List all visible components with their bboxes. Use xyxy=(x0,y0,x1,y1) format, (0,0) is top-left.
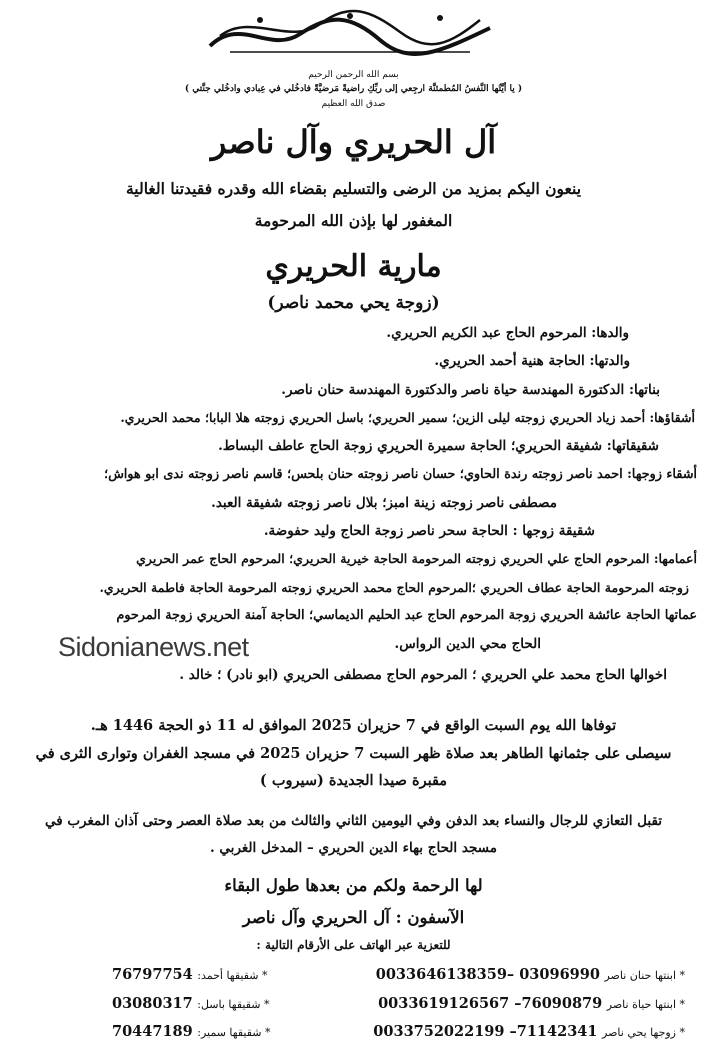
relative-aunts-1: عماتها الحاجة عائشة الحريري زوجة المرحوم الحاج عبد الحليم الديماسي؛ الحاجة آمنة الحريري زوجة المرحوم xyxy=(116,608,697,623)
relative-brothers: أشقاؤها: أحمد زياد الحريري زوجته ليلى الزين؛ سمير الحريري؛ باسل الحريري زوجته هلا البابا؛ محمد الحريري. xyxy=(120,410,695,425)
phone-number: 0033752022199 –71142341 xyxy=(373,1023,598,1040)
relative-husband-sister: شقيقة زوجها : الحاجة سحر ناصر زوجة الحاج وليد حفوضة. xyxy=(263,523,595,539)
phone-label: * شقيقها أحمد: xyxy=(197,969,268,982)
deceased-subtitle: (زوجة يحي محمد ناصر) xyxy=(267,293,440,313)
relative-aunts-2: الحاج محي الدين الرواس. xyxy=(394,636,541,652)
phone-label: * زوجها يحي ناصر xyxy=(602,1026,685,1039)
sadaqa: صدق الله العظيم xyxy=(321,99,386,109)
phone-row xyxy=(373,1023,685,1040)
relative-maternal-uncles: اخوالها الحاج محمد علي الحريري ؛ المرحوم الحاج مصطفى الحريري (ابو نادر) ؛ خالد . xyxy=(179,667,667,683)
phone-row xyxy=(376,966,685,983)
phone-label: * شقيقها باسل: xyxy=(197,998,270,1011)
mourners-line: الآسفون : آل الحريري وآل ناصر xyxy=(242,908,465,927)
death-date-line: توفاها الله يوم السبت الواقع في 7 حزيران 2025 الموافق له 11 ذو الحجة 1446 هـ. xyxy=(90,717,617,734)
relative-uncles-1: أعمامها: المرحوم الحاج علي الحريري زوجته المرحومة الحاجة خيرية الحريري؛ المرحوم الحاج عمر الحريري xyxy=(136,551,697,566)
relative-daughters: بناتها: الدكتورة المهندسة حياة ناصر والدكتورة المهندسة حنان ناصر. xyxy=(281,382,660,398)
relative-sisters: شقيقاتها: شفيقة الحريري؛ الحاجة سميرة الحريري زوجة الحاج عاطف البساط. xyxy=(218,438,659,454)
relative-husband-brothers-2: مصطفى ناصر زوجته زينة امبز؛ بلال ناصر زوجته شفيقة العبد. xyxy=(211,495,557,511)
watermark: Sidonianews.net xyxy=(58,632,249,662)
closing-line: لها الرحمة ولكم من بعدها طول البقاء xyxy=(224,876,483,895)
cemetery-line: مقبرة صيدا الجديدة (سيروب ) xyxy=(259,772,448,789)
quran-verse: ( يا أيَّتُها النَّفسُ المُطمئنَّة ارجِعي إلى ربِّكِ راضيةً مَرضيَّةً فادخُلي في عِبادي وادخُلي جنَّتي ) xyxy=(184,84,523,94)
relative-uncles-2: زوجته المرحومة الحاجة عطاف الحريري ؛المرحوم الحاج محمد الحريري زوجته المرحومة الحاجة فاطمة الحريري. xyxy=(99,580,689,595)
relative-husband-brothers-1: أشقاء زوجها: احمد ناصر زوجته رندة الحاوي؛ حسان ناصر زوجته حنان بلحس؛ قاسم ناصر زوجته ندى ابو هواش؛ xyxy=(104,467,697,482)
phone-number: 0033646138359– 03096990 xyxy=(375,966,600,983)
phones-intro: للتعزية عبر الهاتف على الأرقام التالية : xyxy=(256,938,451,952)
phone-number: 76797754 xyxy=(112,966,193,983)
phone-row xyxy=(112,995,270,1012)
phone-label: * ابنتها حنان ناصر xyxy=(604,969,685,982)
announce-line-1: ينعون اليكم بمزيد من الرضى والتسليم بقضاء الله وقدره فقيدتنا الغالية xyxy=(125,179,582,198)
prayer-line: سيصلى على جثمانها الطاهر بعد صلاة ظهر السبت 7 حزيران 2025 في مسجد الغفران وتوارى الثرى في xyxy=(35,745,672,762)
family-title: آل الحريري وآل ناصر xyxy=(210,123,497,161)
phone-number: 0033619126567 –76090879 xyxy=(378,995,603,1012)
relative-mother: والدتها: الحاجة هنية أحمد الحريري. xyxy=(434,353,630,369)
announce-line-2: المغفور لها بإذن الله المرحومة xyxy=(254,211,453,230)
phone-label: * شقيقها سمير: xyxy=(197,1026,271,1039)
phone-row xyxy=(112,1023,271,1040)
condolence-line-2: مسجد الحاج بهاء الدين الحريري – المدخل الغربي . xyxy=(210,840,497,856)
phone-number: 03080317 xyxy=(112,995,193,1012)
basmala: بسم الله الرحمن الرحيم xyxy=(308,70,399,80)
phone-row xyxy=(378,995,685,1012)
phone-number: 70447189 xyxy=(112,1023,193,1040)
phone-label: * ابنتها حياة ناصر xyxy=(606,998,685,1011)
phone-row xyxy=(112,966,268,983)
relative-father: والدها: المرحوم الحاج عبد الكريم الحريري. xyxy=(386,325,629,341)
calligraphy-header-graphic xyxy=(200,6,500,58)
condolence-line-1: تقبل التعازي للرجال والنساء بعد الدفن وفي اليومين الثاني والثالث من بعد صلاة العصر وحتى آذان المغرب في xyxy=(44,813,663,829)
deceased-name: مارية الحريري xyxy=(265,249,442,284)
